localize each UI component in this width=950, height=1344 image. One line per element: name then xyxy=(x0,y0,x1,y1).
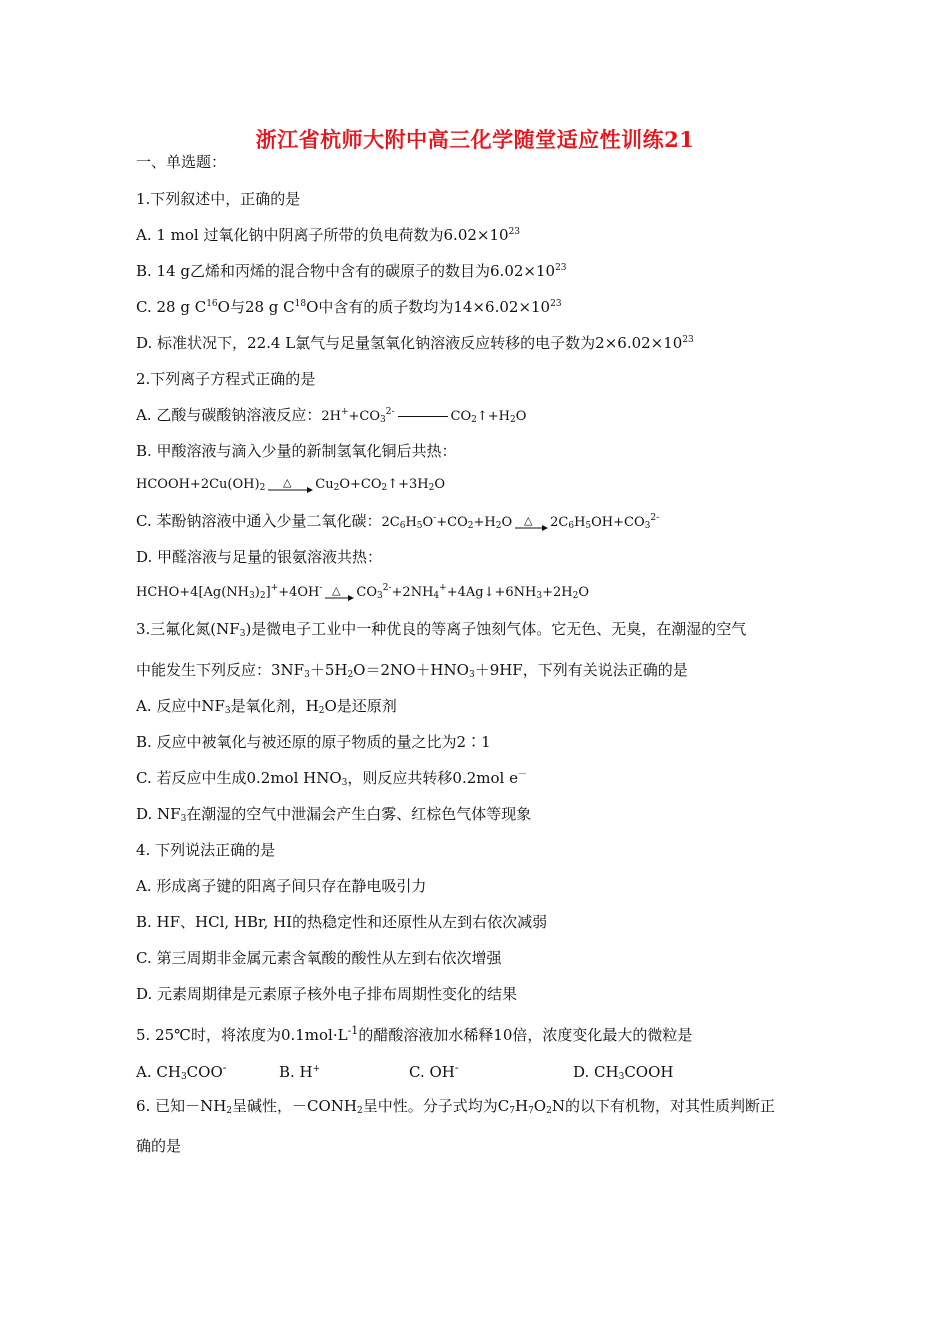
q3-option-d: D. $NF_3$在潮湿的空气中泄漏会产生白雾、红棕色气体等现象 xyxy=(136,805,532,824)
q4-option-d: D. 元素周期律是元素原子核外电子排布周期性变化的结果 xyxy=(136,985,518,1003)
q1-option-b: B. 14 g乙烯和丙烯的混合物中含有的碳原子的数目为$6.02\times 10^{23}$ xyxy=(136,262,567,280)
page-title: 浙江省杭师大附中高三化学随堂适应性训练21 xyxy=(255,127,695,152)
heat-arrow-icon xyxy=(324,585,354,601)
q5-stem: 5. 25℃时，将浓度为$0.1mol\cdot L^{-1}$的醋酸溶液加水稀释10倍，浓度变化最大的微粒是 xyxy=(136,1024,693,1044)
heat-arrow-label: △ xyxy=(283,476,292,489)
q4-option-c: C. 第三周期非金属元素含氧酸的酸性从左到右依次增强 xyxy=(136,949,502,967)
q2-option-b: B. 甲酸溶液与滴入少量的新制氢氧化铜后共热： xyxy=(136,442,457,460)
q2-stem: 2.下列离子方程式正确的是 xyxy=(136,370,316,388)
q1-option-d: D. 标准状况下，22.4 L氯气与足量氢氧化钠溶液反应转移的电子数为$2\times 6.02\times 10^{23}$ xyxy=(136,334,694,352)
q6-stem-line1: 6. 已知$-NH_2$呈碱性，$-CONH_2$呈中性。分子式均为$C_7H_7O_2N$的以下有机物，对其性质判断正 xyxy=(136,1097,775,1116)
equals-line-icon xyxy=(398,416,448,417)
q4-option-a: A. 形成离子键的阳离子间只存在静电吸引力 xyxy=(136,877,427,895)
heat-arrow-label: △ xyxy=(332,584,341,597)
q2-option-d: D. 甲醛溶液与足量的银氨溶液共热： xyxy=(136,548,383,566)
q3-option-c: C. 若反应中生成0.2mol $HNO_3$，则反应共转移0.2mol e－ xyxy=(136,769,527,788)
q2-option-b-equation: $HCOOH+2Cu(OH)_2$ △ $Cu_2O+CO_2↑+3H_2O$ xyxy=(136,476,446,493)
q3-stem-line2: 中能发生下列反应：$3NF_3+5H_2O=2NO+HNO_3+9HF$，下列有关说法正确的是 xyxy=(136,661,688,680)
q3-option-b: B. 反应中被氧化与被还原的原子物质的量之比为2∶1 xyxy=(136,733,491,751)
q2-option-a: A. 乙酸与碳酸钠溶液反应：$2H^++CO_3^{2-}$ $CO_2↑+H_2O$ xyxy=(136,406,527,425)
q2-option-d-equation: $HCHO+4[Ag(NH_3)_2]^++4OH^-$ △ $CO_3^{2-}+2NH_4^++4Ag↓+6NH_3+2H_2O$ xyxy=(136,583,590,601)
q5-option-b: B. H+ xyxy=(279,1063,321,1081)
heat-arrow-label: △ xyxy=(524,514,533,527)
q4-stem: 4. 下列说法正确的是 xyxy=(136,841,276,859)
q5-option-a: A. $CH_3COO^-$ xyxy=(136,1061,227,1082)
q1-option-c: C. 28 g $C^{16}O$与28 g $C^{18}O$中含有的质子数均为$14\times 6.02\times 10^{23}$ xyxy=(136,298,562,316)
q5-option-d: D. $CH_3COOH$ xyxy=(573,1063,674,1082)
q4-option-b: B. HF、HCl, HBr, HI的热稳定性和还原性从左到右依次减弱 xyxy=(136,913,548,931)
q3-option-a: A. 反应中$NF_3$是氧化剂，$H_2O$是还原剂 xyxy=(136,697,397,716)
q5-option-c: C. OH- xyxy=(409,1061,459,1081)
q5-options xyxy=(136,1062,673,1082)
q3-stem-line1: 3.三氟化氮$(NF_3)$是微电子工业中一种优良的等离子蚀刻气体。它无色、无臭，在潮湿的空气 xyxy=(136,620,747,639)
q6-stem-line2: 确的是 xyxy=(136,1137,182,1155)
q1-stem: 1.下列叙述中，正确的是 xyxy=(136,190,301,208)
section-heading: 一、单选题： xyxy=(136,153,227,171)
heat-arrow-icon xyxy=(267,477,313,493)
q2-option-c: C. 苯酚钠溶液中通入少量二氧化碳：$2C_6H_5O^-+CO_2+H_2O$ △ $2C_6H_5OH+CO_3^{2-}$ xyxy=(136,512,660,531)
heat-arrow-icon xyxy=(514,515,548,531)
q1-option-a: A. 1 mol 过氧化钠中阴离子所带的负电荷数为$6.02\times 10^{23}$ xyxy=(136,226,521,244)
